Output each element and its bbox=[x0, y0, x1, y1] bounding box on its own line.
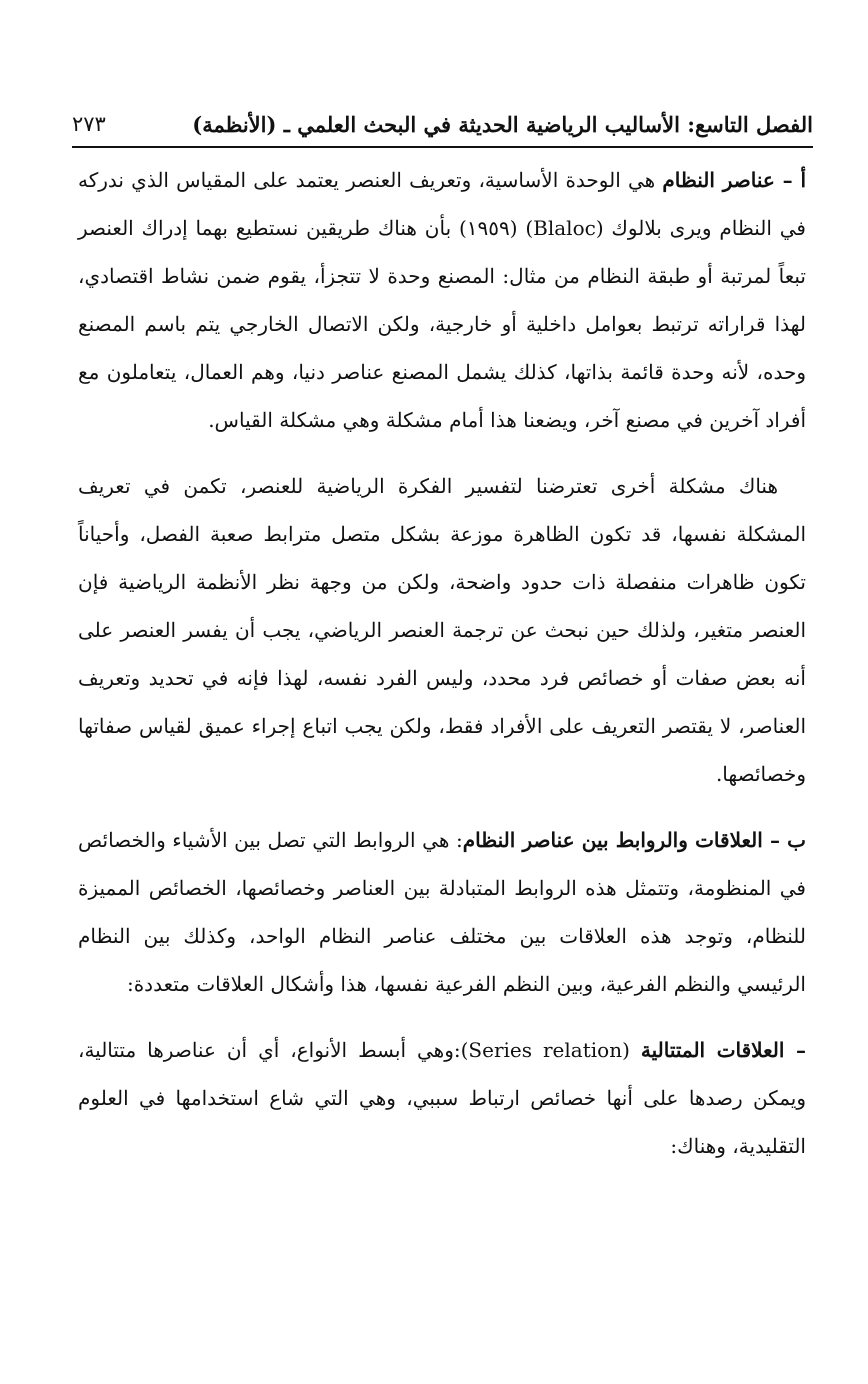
section-heading-relations: ب – العلاقات والروابط بين عناصر النظام bbox=[462, 828, 807, 852]
paragraph-text: (Series relation):وهي أبسط الأنواع، أي أن عناصرها متتالية، ويمكن رصدها على أنها خصائص ارتباط سببي، وهي التي شاع استخدامها في العلوم التقليدية، وهناك: bbox=[78, 1038, 806, 1158]
section-heading-series: – العلاقات المتتالية bbox=[640, 1038, 806, 1062]
paragraph-elements bbox=[78, 156, 806, 444]
paragraph-relations bbox=[78, 816, 806, 1008]
chapter-title: الفصل التاسع: الأساليب الرياضية الحديثة في البحث العلمي ـ (الأنظمة) bbox=[192, 111, 813, 137]
paragraph-text: : هي الروابط التي تصل بين الأشياء والخصائص في المنظومة، وتتمثل هذه الروابط المتبادلة بين العناصر وخصائصها، الخصائص المميزة للنظام، وتوجد هذه العلاقات بين مختلف عناصر النظام الواحد، وكذلك بين النظام الرئيسي والنظم الفرعية، وبين النظم الفرعية نفسها، هذا وأشكال العلاقات متعددة: bbox=[78, 828, 806, 996]
body-text bbox=[78, 156, 806, 1188]
running-header bbox=[72, 104, 813, 144]
page-number: ٢٧٣ bbox=[72, 112, 106, 136]
header-rule bbox=[72, 146, 813, 148]
paragraph-text: هناك مشكلة أخرى تعترضنا لتفسير الفكرة الرياضية للعنصر، تكمن في تعريف المشكلة نفسها، قد تكون الظاهرة موزعة بشكل متصل مترابط صعبة الفصل، وأحياناً تكون ظاهرات منفصلة ذات حدود واضحة، ولكن من وجهة نظر الأنظمة الرياضية فإن العنصر متغير، ولذلك حين نبحث عن ترجمة العنصر الرياضي، يجب أن يفسر العنصر على أنه بعض صفات أو خصائص فرد محدد، وليس الفرد نفسه، لهذا فإنه في تحديد وتعريف العناصر، لا يقتصر التعريف على الأفراد فقط، ولكن يجب اتباع إجراء عميق لقياس صفاتها وخصائصها. bbox=[78, 474, 806, 786]
paragraph-text: هي الوحدة الأساسية، وتعريف العنصر يعتمد على المقياس الذي ندركه في النظام ويرى بلالوك (Blaloc) (١٩٥٩) بأن هناك طريقين نستطيع بهما إدراك العنصر تبعاً لمرتبة أو طبقة النظام من مثال: المصنع وحدة لا تتجزأ، يقوم ضمن نشاط اقتصادي، لهذا قراراته ترتبط بعوامل داخلية أو خارجية، ولكن الاتصال الخارجي يتم باسم المصنع وحده، لأنه وحدة قائمة بذاتها، كذلك يشمل المصنع عناصر دنيا، وهم العمال، يتعاملون مع أفراد آخرين في مصنع آخر، ويضعنا هذا أمام مشكلة وهي مشكلة القياس. bbox=[78, 168, 806, 432]
paragraph-measurement bbox=[78, 462, 806, 798]
paragraph-series-relation bbox=[78, 1026, 806, 1170]
section-heading-elements: أ – عناصر النظام bbox=[662, 168, 807, 192]
